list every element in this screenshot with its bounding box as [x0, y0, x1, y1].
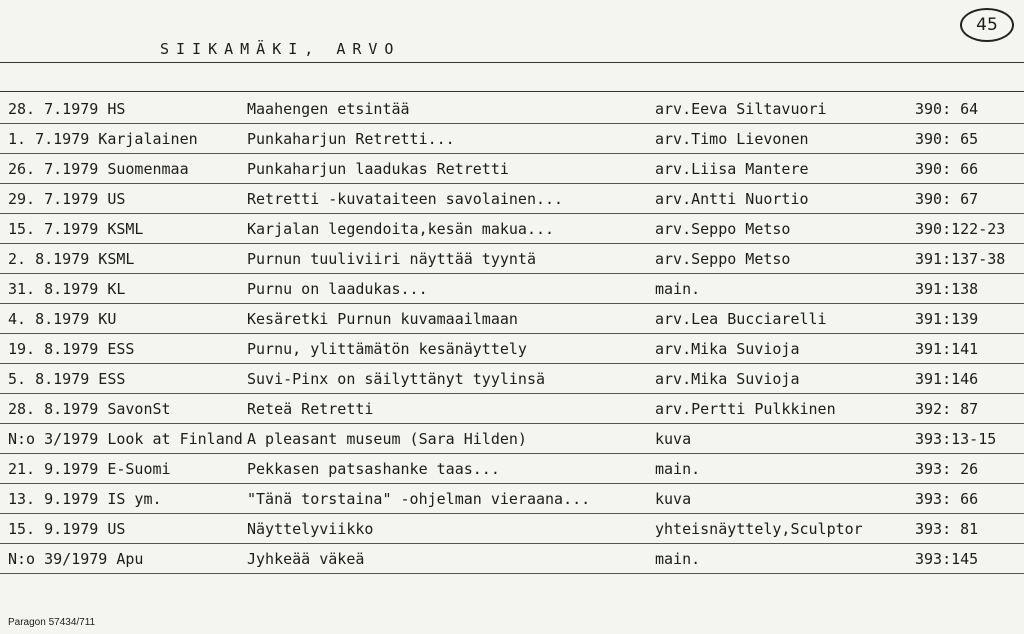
- entry-row: [0, 154, 1024, 184]
- entry-ref: 390: 67: [915, 190, 979, 208]
- entry-author: arv.Pertti Pulkkinen: [655, 400, 836, 418]
- entry-row: [0, 514, 1024, 544]
- entry-row: [0, 394, 1024, 424]
- entry-date-source: N:o 3/1979 Look at Finland: [8, 430, 243, 448]
- entry-date-source: 29. 7.1979 US: [8, 190, 126, 208]
- card-number: 45: [960, 8, 1014, 42]
- entry-row: [0, 364, 1024, 394]
- entry-row: [0, 334, 1024, 364]
- entry-title: Reteä Retretti: [247, 400, 374, 418]
- entry-row: [0, 484, 1024, 514]
- entry-ref: 392: 87: [915, 400, 979, 418]
- entry-date-source: 13. 9.1979 IS ym.: [8, 490, 162, 508]
- entry-title: Purnun tuuliviiri näyttää tyyntä: [247, 250, 536, 268]
- entry-title: Kesäretki Purnun kuvamaailmaan: [247, 310, 518, 328]
- entry-author: arv.Eeva Siltavuori: [655, 100, 827, 118]
- entry-author: arv.Liisa Mantere: [655, 160, 809, 178]
- entry-row: [0, 214, 1024, 244]
- entry-row: [0, 454, 1024, 484]
- entry-author: kuva: [655, 430, 692, 448]
- header-rule-lower: [0, 91, 1024, 92]
- entry-ref: 391:137-38: [915, 250, 1006, 268]
- entry-date-source: 2. 8.1979 KSML: [8, 250, 135, 268]
- entry-title: Purnu, ylittämätön kesänäyttely: [247, 340, 527, 358]
- entry-author: yhteisnäyttely,Sculptor: [655, 520, 863, 538]
- entry-date-source: 26. 7.1979 Suomenmaa: [8, 160, 189, 178]
- entry-author: main.: [655, 280, 701, 298]
- entry-row: [0, 424, 1024, 454]
- entry-author: arv.Mika Suvioja: [655, 340, 800, 358]
- entry-date-source: 4. 8.1979 KU: [8, 310, 117, 328]
- entry-date-source: 28. 8.1979 SavonSt: [8, 400, 171, 418]
- entry-row: [0, 184, 1024, 214]
- entry-date-source: 15. 9.1979 US: [8, 520, 126, 538]
- entry-title: Näyttelyviikko: [247, 520, 374, 538]
- entry-ref: 391:139: [915, 310, 979, 328]
- entry-author: arv.Mika Suvioja: [655, 370, 800, 388]
- entry-ref: 390: 66: [915, 160, 979, 178]
- entry-row: [0, 124, 1024, 154]
- row-rule: [0, 573, 1024, 574]
- entry-row: [0, 274, 1024, 304]
- entry-title: Punkaharjun Retretti...: [247, 130, 455, 148]
- entry-title: A pleasant museum (Sara Hilden): [247, 430, 527, 448]
- entry-date-source: N:o 39/1979 Apu: [8, 550, 144, 568]
- entry-ref: 391:141: [915, 340, 979, 358]
- entry-ref: 393:145: [915, 550, 979, 568]
- entry-row: [0, 304, 1024, 334]
- entry-ref: 393: 26: [915, 460, 979, 478]
- entry-author: arv.Seppo Metso: [655, 250, 791, 268]
- entry-title: Suvi-Pinx on säilyttänyt tyylinsä: [247, 370, 546, 388]
- entry-row: [0, 94, 1024, 124]
- entry-date-source: 19. 8.1979 ESS: [8, 340, 135, 358]
- entry-author: kuva: [655, 490, 692, 508]
- entry-author: main.: [655, 550, 701, 568]
- entry-ref: 390: 64: [915, 100, 979, 118]
- card-footer: Paragon 57434/711: [8, 617, 96, 628]
- entry-row: [0, 544, 1024, 574]
- entry-title: Punkaharjun laadukas Retretti: [247, 160, 509, 178]
- entry-author: arv.Lea Bucciarelli: [655, 310, 827, 328]
- entry-date-source: 1. 7.1979 Karjalainen: [8, 130, 198, 148]
- entry-author: arv.Timo Lievonen: [655, 130, 809, 148]
- entry-date-source: 28. 7.1979 HS: [8, 100, 126, 118]
- entry-author: arv.Antti Nuortio: [655, 190, 809, 208]
- entry-title: Karjalan legendoita,kesän makua...: [247, 220, 555, 238]
- entry-title: Purnu on laadukas...: [247, 280, 428, 298]
- header-rule: [0, 62, 1024, 63]
- entry-ref: 390: 65: [915, 130, 979, 148]
- entry-title: Retretti -kuvataiteen savolainen...: [247, 190, 564, 208]
- entry-title: Maahengen etsintää: [247, 100, 410, 118]
- card-header: SIIKAMÄKI, ARVO: [160, 40, 401, 58]
- entry-title: "Tänä torstaina" -ohjelman vieraana...: [247, 490, 591, 508]
- entry-ref: 393:13-15: [915, 430, 997, 448]
- entry-ref: 391:146: [915, 370, 979, 388]
- entry-author: main.: [655, 460, 701, 478]
- entry-ref: 390:122-23: [915, 220, 1006, 238]
- entry-date-source: 31. 8.1979 KL: [8, 280, 126, 298]
- entry-date-source: 21. 9.1979 E-Suomi: [8, 460, 171, 478]
- entry-date-source: 15. 7.1979 KSML: [8, 220, 144, 238]
- entry-title: Jyhkeää väkeä: [247, 550, 365, 568]
- entry-ref: 393: 81: [915, 520, 979, 538]
- entry-row: [0, 244, 1024, 274]
- entry-ref: 391:138: [915, 280, 979, 298]
- entry-author: arv.Seppo Metso: [655, 220, 791, 238]
- entry-date-source: 5. 8.1979 ESS: [8, 370, 126, 388]
- entry-ref: 393: 66: [915, 490, 979, 508]
- entry-title: Pekkasen patsashanke taas...: [247, 460, 500, 478]
